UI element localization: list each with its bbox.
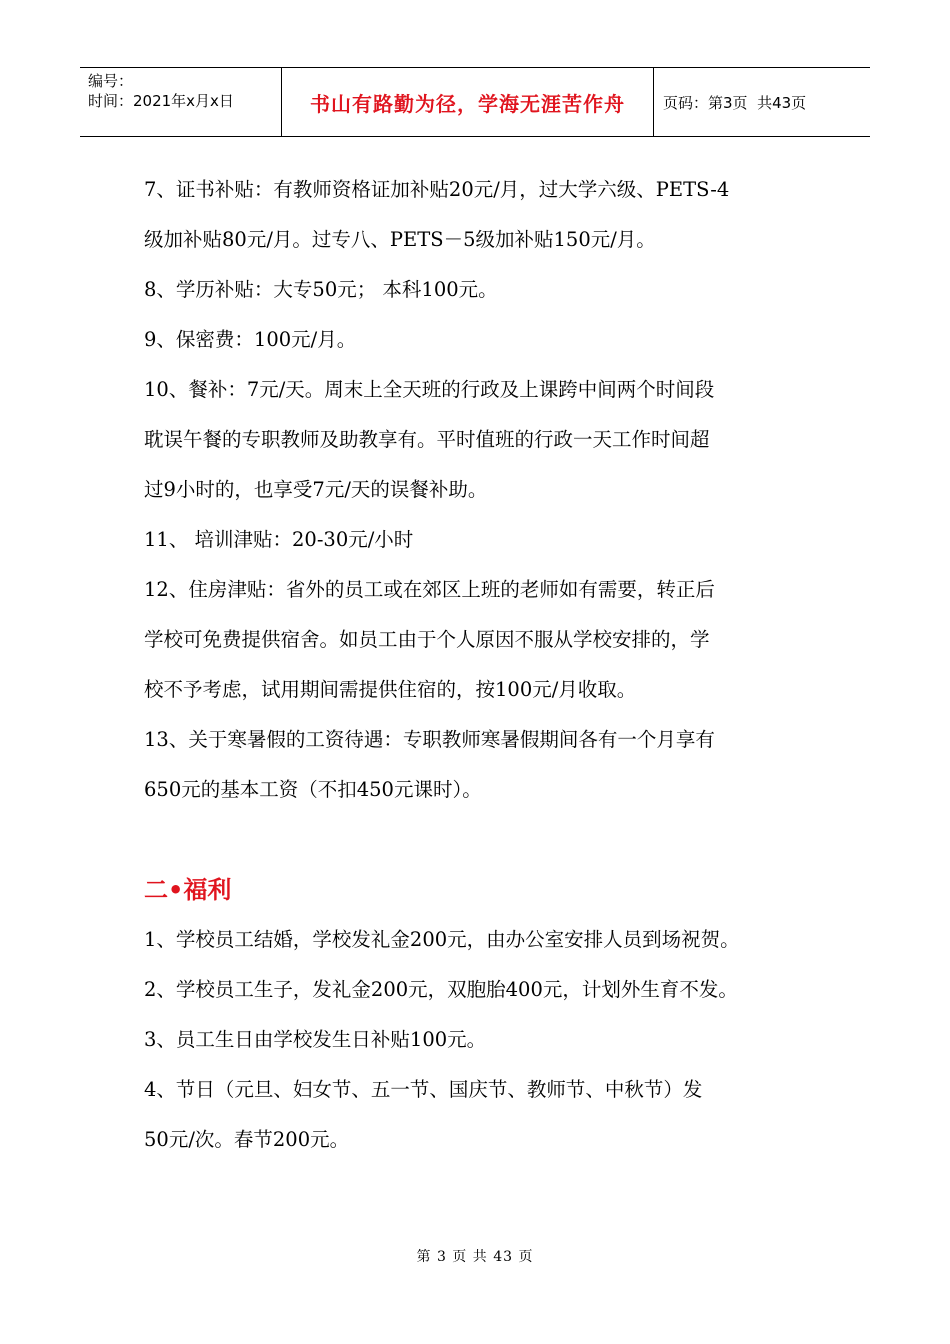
welfare-line: 4、节日（元旦、妇女节、五一节、国庆节、教师节、中秋节）发 xyxy=(144,1078,703,1101)
paragraph-line: 耽误午餐的专职教师及助教享有。平时值班的行政一天工作时间超 xyxy=(144,428,710,451)
paragraph-line: 11、 培训津贴：20-30元/小时 xyxy=(144,528,414,551)
paragraph-line: 7、证书补贴：有教师资格证加补贴20元/月，过大学六级、PETS-4 xyxy=(144,178,730,201)
paragraph-line: 学校可免费提供宿舍。如员工由于个人原因不服从学校安排的，学 xyxy=(144,628,710,651)
section-spacer xyxy=(144,815,824,865)
paragraph-line: 9、保密费：100元/月。 xyxy=(144,328,357,351)
paragraph-line: 13、关于寒暑假的工资待遇：专职教师寒暑假期间各有一个月享有 xyxy=(144,728,715,751)
page-info-text: 页码：第3页 共43页 xyxy=(663,93,807,112)
paragraph-line: 过9小时的，也享受7元/天的误餐补助。 xyxy=(144,478,488,501)
paragraph-line: 级加补贴80元/月。过专八、PETS－5级加补贴150元/月。 xyxy=(144,228,656,251)
page-header xyxy=(80,67,870,137)
welfare-line: 1、学校员工结婚，学校发礼金200元，由办公室安排人员到场祝贺。 xyxy=(144,928,740,951)
paragraph-line: 12、住房津贴：省外的员工或在郊区上班的老师如有需要，转正后 xyxy=(144,578,715,601)
header-meta xyxy=(80,68,282,136)
paragraph-line: 10、餐补：7元/天。周末上全天班的行政及上课跨中间两个时间段 xyxy=(144,378,715,401)
welfare-line: 50元/次。春节200元。 xyxy=(144,1128,350,1151)
document-date-label: 时间：2021年x月x日 xyxy=(88,92,234,110)
paragraph-line: 8、学历补贴：大专50元； 本科100元。 xyxy=(144,278,498,301)
document-number-label: 编号： xyxy=(88,72,134,90)
paragraph-line: 650元的基本工资（不扣450元课时）。 xyxy=(144,778,482,801)
section-heading-welfare: 二•福利 xyxy=(144,876,232,904)
paragraph-line: 校不予考虑，试用期间需提供住宿的，按100元/月收取。 xyxy=(144,678,637,701)
header-page-info xyxy=(654,68,870,136)
header-motto: 书山有路勤为径，学海无涯苦作舟 xyxy=(282,68,654,136)
welfare-line: 3、员工生日由学校发生日补贴100元。 xyxy=(144,1028,487,1051)
page-footer: 第 3 页 共 43 页 xyxy=(416,1249,534,1265)
document-body xyxy=(144,165,824,1165)
welfare-line: 2、学校员工生子，发礼金200元，双胞胎400元，计划外生育不发。 xyxy=(144,978,738,1001)
